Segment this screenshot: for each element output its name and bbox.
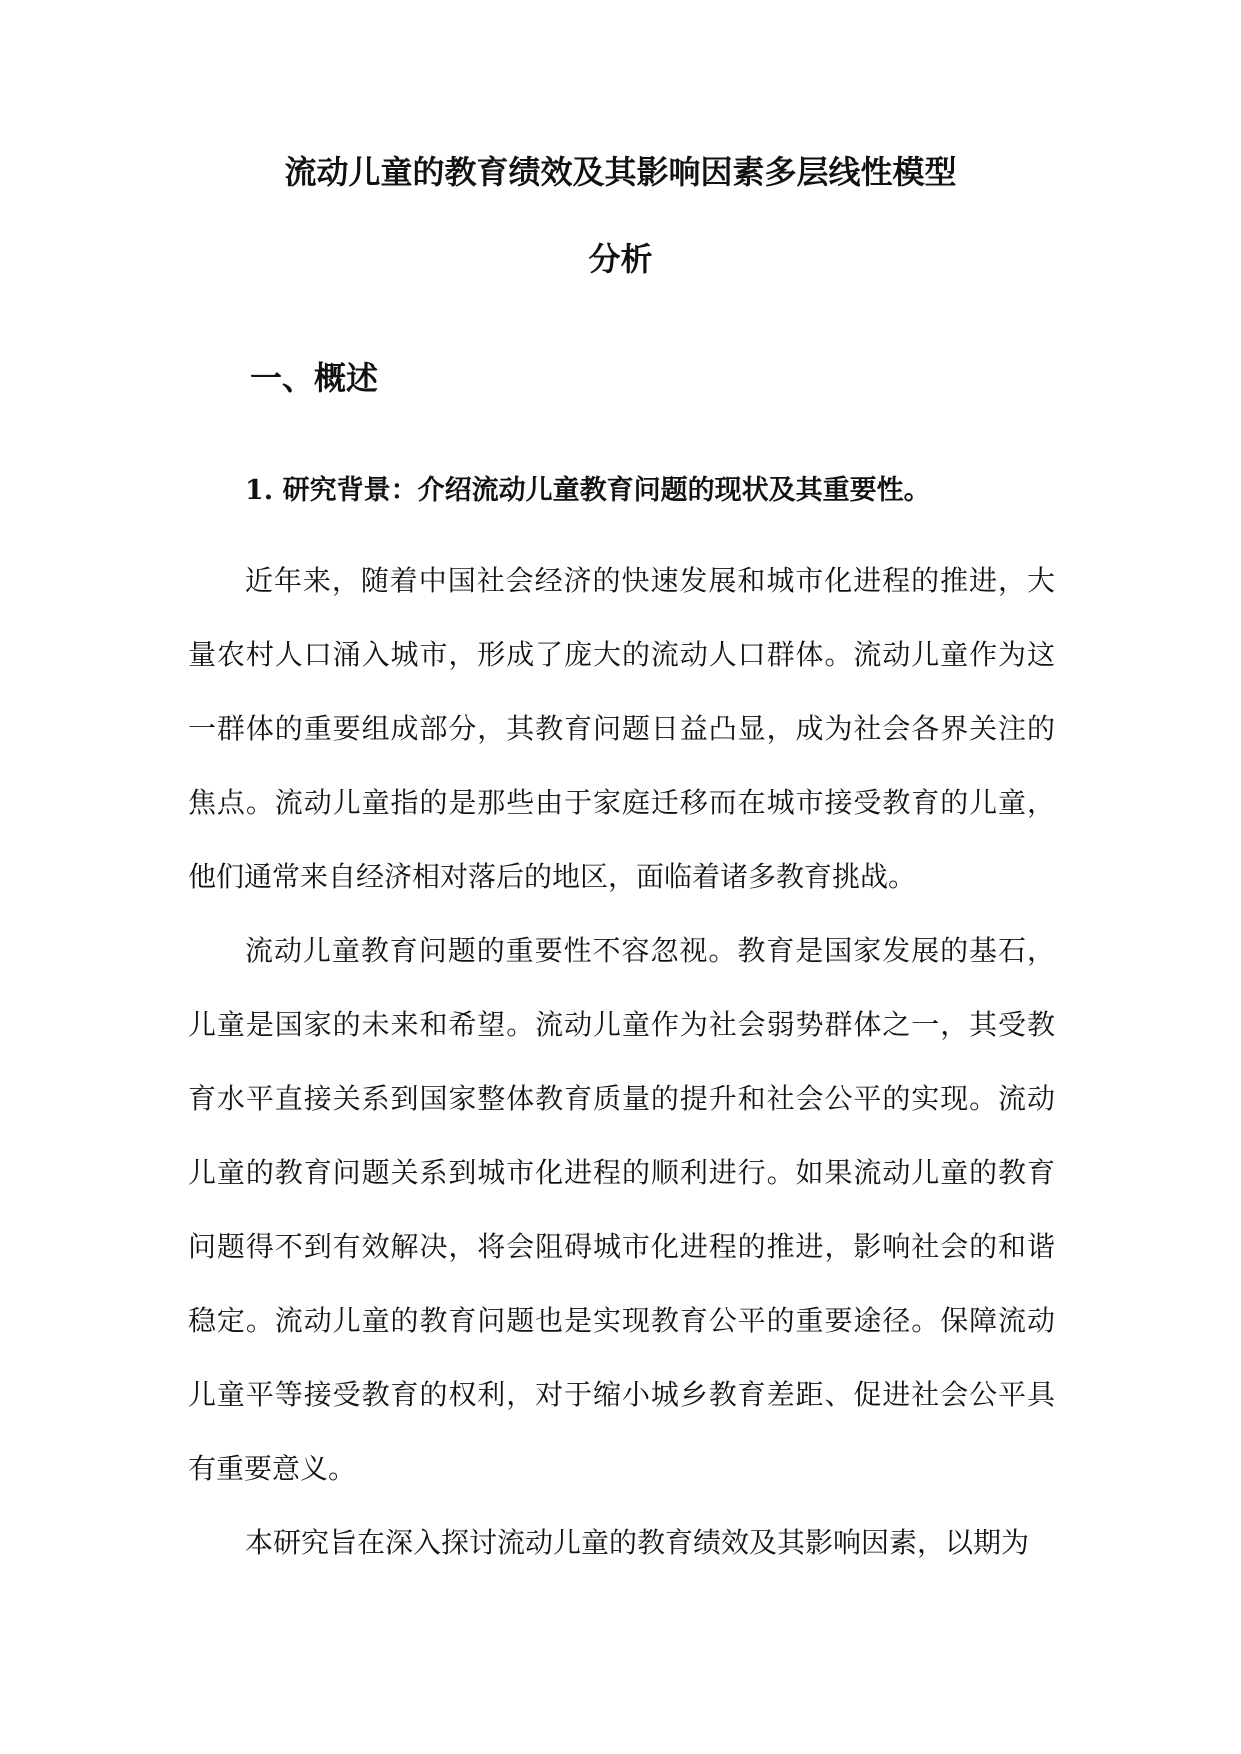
document-title-line-2: 分析 bbox=[588, 240, 653, 278]
subheading: 1. 研究背景：介绍流动儿童教育问题的现状及其重要性。 bbox=[245, 475, 931, 506]
paragraph-1: 近年来，随着中国社会经济的快速发展和城市化进程的推进，大量农村人口涌入城市，形成了庞大的流动人口群体。流动儿童作为这一群体的重要组成部分，其教育问题日益凸显，成为社会各界关注的焦点。流动儿童指的是那些由于家庭迁移而在城市接受教育的儿童，他们通常来自经济相对落后的地区，面临着诸多教育挑战。 bbox=[188, 564, 1055, 893]
section-heading: 一、概述 bbox=[250, 359, 379, 397]
document-title-line-1: 流动儿童的教育绩效及其影响因素多层线性模型 bbox=[284, 153, 957, 191]
paragraph-2: 流动儿童教育问题的重要性不容忽视。教育是国家发展的基石，儿童是国家的未来和希望。流动儿童作为社会弱势群体之一，其受教育水平直接关系到国家整体教育质量的提升和社会公平的实现。流动儿童的教育问题关系到城市化进程的顺利进行。如果流动儿童的教育问题得不到有效解决，将会阻碍城市化进程的推进，影响社会的和谐稳定。流动儿童的教育问题也是实现教育公平的重要途径。保障流动儿童平等接受教育的权利，对于缩小城乡教育差距、促进社会公平具有重要意义。 bbox=[188, 934, 1055, 1485]
body-text bbox=[188, 544, 1055, 1580]
paragraph-3: 本研究旨在深入探讨流动儿童的教育绩效及其影响因素，以期为 bbox=[245, 1526, 1030, 1559]
